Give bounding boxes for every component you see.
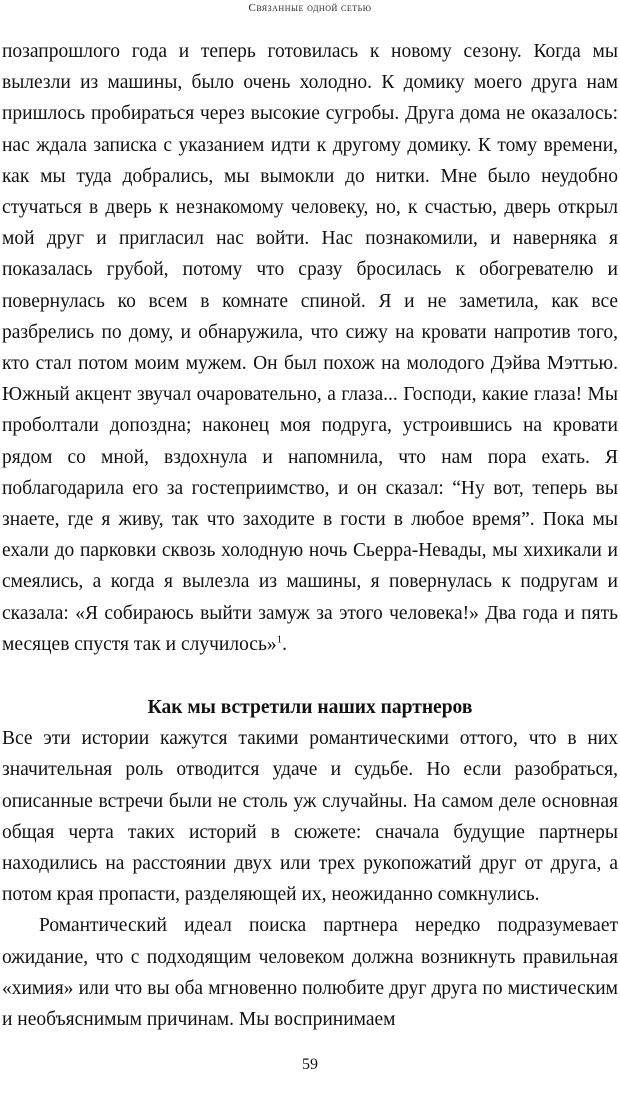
paragraph-story-continuation [2, 36, 618, 660]
paragraph-period: . [282, 633, 287, 655]
body-text [2, 36, 618, 1035]
paragraph-section-1: Все эти истории кажутся такими романтическими оттого, что в них значительная роль отводится удаче и судьбе. Но если разобраться, описанные встречи были не столь уж случайны. На самом деле основная общая черта таких историй в сюжете: сначала будущие партнеры находились на расстоянии двух или трех рукопожатий друг от друга, а потом края пропасти, разделяющей их, неожиданно сомкнулись. [2, 728, 618, 906]
running-header: Связанные одной сетью [248, 2, 372, 14]
page-number: 59 [302, 1056, 318, 1073]
paragraph-section-2: Романтический идеал поиска партнера нередко подразумевает ожидание, что с подходящим человеком должна возникнуть правильная «химия» или что вы оба мгновенно полюбите друг друга по мистическим и необъяснимым причинам. Мы воспринимаем [2, 915, 618, 1031]
section-heading: Как мы встретили наших партнеров [147, 697, 473, 719]
paragraph-text: позапрошлого года и теперь готовилась к новому сезону. Когда мы вылезли из машины, было очень холодно. К домику моего друга нам пришлось пробираться через высокие сугробы. Друга дома не оказалось: нас ждала записка с указанием идти к другому домику. К тому времени, как мы туда добрались, мы вымокли до нитки. Мне было неудобно стучаться в дверь к незнакомому человеку, но, к счастью, дверь открыл мой друг и пригласил нас войти. Нас познакомили, и наверняка я показалась грубой, потому что сразу бросилась к обогревателю и повернулась ко всем в комнате спиной. Я и не заметила, как все разбрелись по дому, и обнаружила, что сижу на кровати напротив того, кто стал потом моим мужем. Он был похож на молодого Дэйва Мэттью. Южный акцент звучал очаровательно, а глаза... Господи, какие глаза! Мы проболтали допоздна; наконец моя подруга, устроившись на кровати рядом со мной, вздохнула и напомнила, что нам пора ехать. Я поблагодарила его за гостеприимство, и он сказал: “Ну вот, теперь вы знаете, где я живу, так что заходите в гости в любое время”. Пока мы ехали до парковки сквозь холодную ночь Сьерра-Невады, мы хихикали и смеялись, а когда я вылезла из машины, я повернулась к подругам и сказала: «Я собираюсь выйти замуж за этого человека!» Два года и пять месяцев спустя так и случилось» [2, 41, 618, 655]
footnote-marker[interactable]: 1 [276, 633, 283, 646]
